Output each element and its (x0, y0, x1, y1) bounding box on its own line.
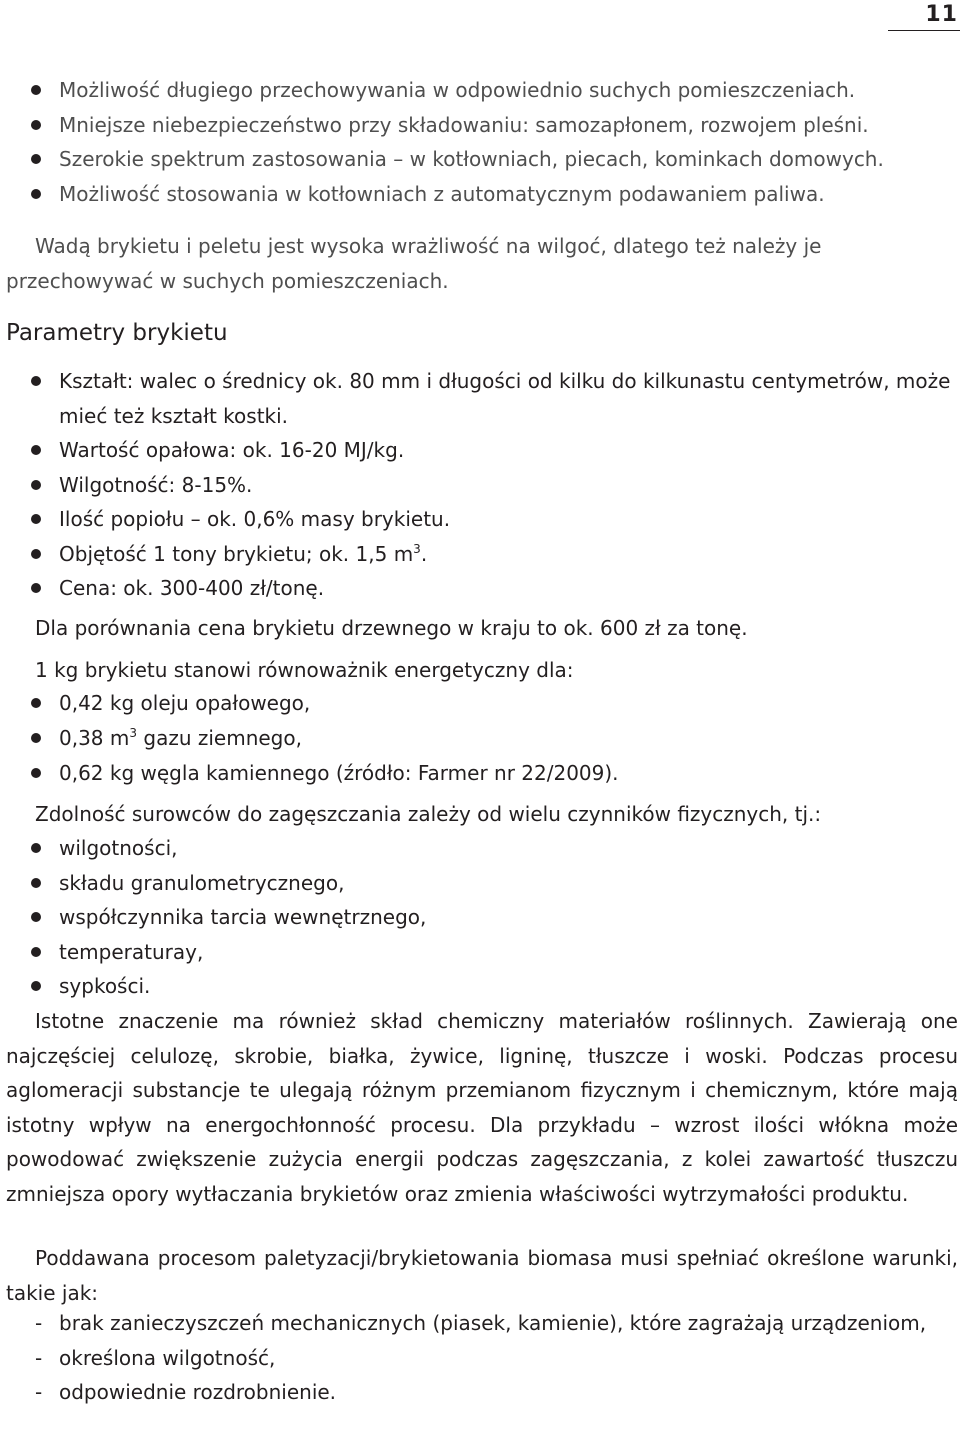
param-calorific: Wartość opałowa: ok. 16-20 MJ/kg. (6, 433, 958, 468)
chemical-paragraph: Istotne znaczenie ma również skład chemiczny materiałów roślinnych. Zawierają one najczęściej celulozę, skrobie, białka, żywice, ligninę, tłuszcze i woski. Podczas procesu aglomeracji substancje te ulegają różnym przemianom fizycznym i chemicznym, które mają istotny wpływ na energochłonność procesu. Dla przykładu – wzrost ilości włókna może powodować zwiększenie zużycia energii podczas zagęszczania, z kolei zawartość tłuszczu zmniejsza opory wytłaczania brykietów oraz zmienia właściwości wytrzymałości produktu. (6, 1009, 958, 1206)
parameters-list (6, 364, 958, 606)
compare-paragraph: Dla porównania cena brykietu drzewnego w kraju to ok. 600 zł za tonę. (35, 616, 748, 640)
param-volume-text: Objętość 1 tony brykietu; ok. 1,5 m (59, 541, 414, 566)
param-shape: Kształt: walec o średnicy ok. 80 mm i długości od kilku do kilkunastu centymetrów, może mieć też kształt kostki. (6, 364, 958, 433)
param-ash: Ilość popiołu – ok. 0,6% masy brykietu. (6, 502, 958, 537)
equivalent-paragraph: 1 kg brykietu stanowi równoważnik energetyczny dla: (35, 658, 574, 682)
ability-paragraph: Zdolność surowców do zagęszczania zależy od wielu czynników fizycznych, tj.: (35, 802, 822, 826)
param-price: Cena: ok. 300-400 zł/tonę. (6, 571, 958, 606)
dash-marker: - (35, 1311, 43, 1335)
equiv-gas-text: 0,38 m (59, 726, 130, 750)
dash-marker: - (35, 1380, 43, 1404)
list-item: Mniejsze niebezpieczeństwo przy składowaniu: samozapłonem, rozwojem pleśni. (6, 108, 958, 143)
factors-list (6, 831, 958, 1004)
equivalent-list (6, 686, 958, 791)
equiv-coal: 0,62 kg węgla kamiennego (źródło: Farmer nr 22/2009). (6, 756, 958, 791)
list-item (6, 1375, 958, 1410)
page-number: 11 (925, 2, 958, 27)
list-item: współczynnika tarcia wewnętrznego, (6, 900, 958, 935)
param-humidity: Wilgotność: 8-15%. (6, 468, 958, 503)
equiv-gas (6, 721, 958, 756)
superscript: 3 (413, 541, 421, 556)
equiv-gas-rest: gazu ziemnego, (137, 726, 302, 750)
list-item-text: brak zanieczyszczeń mechanicznych (piasek, kamienie), które zagrażają urządzeniom, (59, 1311, 927, 1335)
list-item: sypkości. (6, 969, 958, 1004)
list-item: Możliwość stosowania w kotłowniach z automatycznym podawaniem paliwa. (6, 177, 958, 212)
list-item: wilgotności, (6, 831, 958, 866)
param-volume (6, 537, 958, 572)
list-item-text: określona wilgotność, (59, 1345, 276, 1370)
advantages-list (6, 73, 958, 211)
section-heading: Parametry brykietu (6, 320, 228, 346)
header-rule (888, 30, 960, 31)
drawback-paragraph: Wadą brykietu i peletu jest wysoka wrażliwość na wilgoć, dlatego też należy je przechowywać w suchych pomieszczeniach. (6, 234, 822, 293)
conditions-list (6, 1306, 958, 1410)
superscript: 3 (129, 726, 138, 740)
list-item (6, 1306, 958, 1341)
param-volume-end: . (420, 541, 428, 566)
equiv-oil: 0,42 kg oleju opałowego, (6, 686, 958, 721)
list-item: temperaturay, (6, 935, 958, 970)
conditions-paragraph: Poddawana procesom paletyzacji/brykietowania biomasa musi spełniać określone warunki, takie jak: (6, 1246, 958, 1305)
list-item-text: odpowiednie rozdrobnienie. (59, 1380, 337, 1404)
list-item: składu granulometrycznego, (6, 866, 958, 901)
list-item: Możliwość długiego przechowywania w odpowiednio suchych pomieszczeniach. (6, 73, 958, 108)
list-item (6, 1341, 958, 1376)
list-item: Szerokie spektrum zastosowania – w kotłowniach, piecach, kominkach domowych. (6, 142, 958, 177)
dash-marker: - (35, 1345, 43, 1370)
